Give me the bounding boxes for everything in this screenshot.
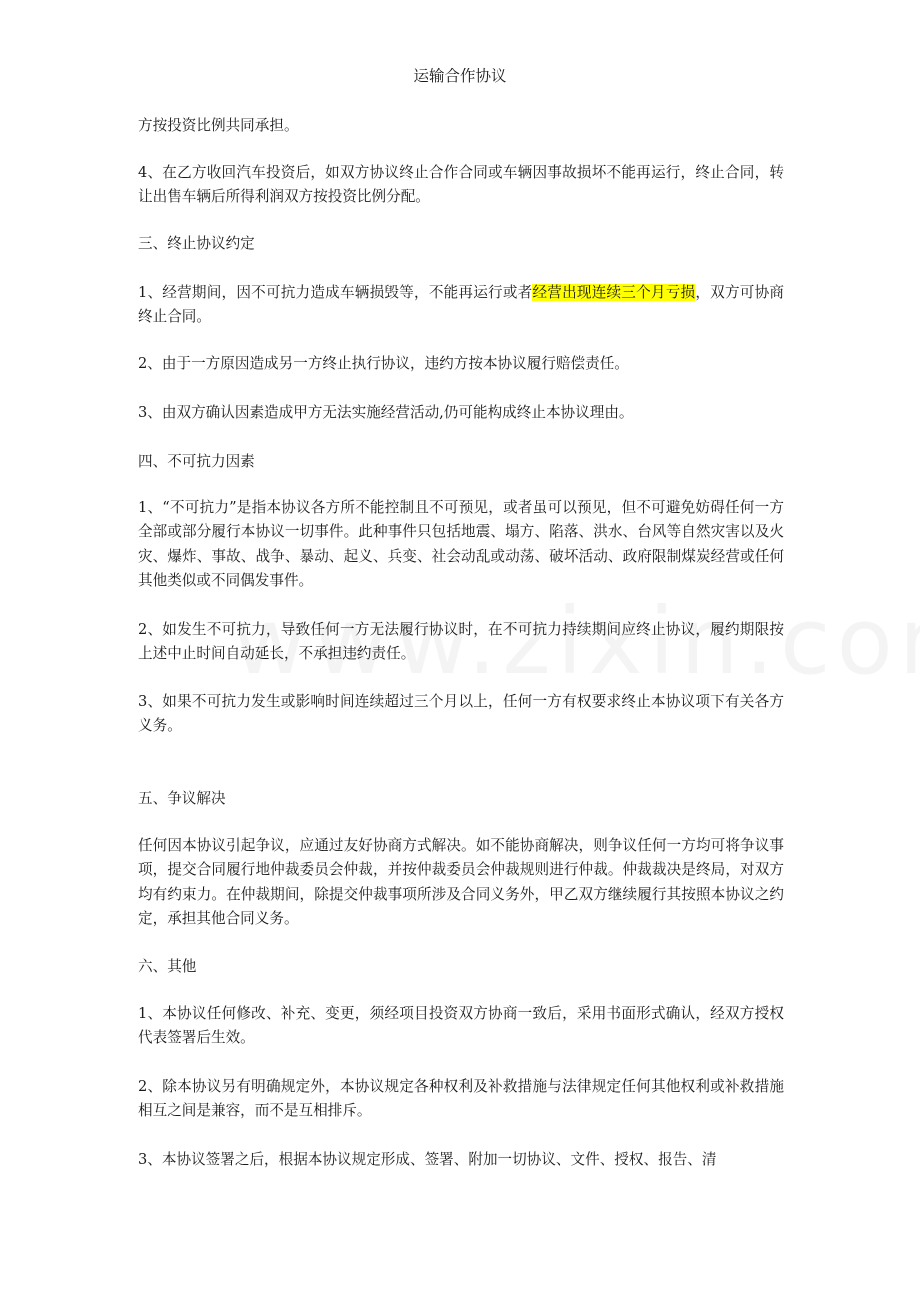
paragraph-dispute-resolution: 任何因本协议引起争议，应通过友好协商方式解决。如不能协商解决，则争议任何一方均可将争议事项，提交合同履行地仲裁委员会仲裁，并按仲裁委员会仲裁规则进行仲裁。仲裁裁决是终局，对双方均有约束力。在仲裁期间，除提交仲裁事项所涉及合同义务外，甲乙双方继续履行其按照本协议之约定，承担其他合同义务。 bbox=[138, 837, 784, 928]
paragraph-clause-6-1: 1、本协议任何修改、补充、变更，须经项目投资双方协商一致后，采用书面形式确认，经双方授权代表签署后生效。 bbox=[138, 1005, 784, 1047]
paragraph-clause-3-2: 2、由于一方原因造成另一方终止执行协议，违约方按本协议履行赔偿责任。 bbox=[138, 355, 629, 372]
section-heading-3: 三、终止协议约定 bbox=[138, 235, 255, 252]
clause-3-1-text-after: ，双方可协商终止合同。 bbox=[138, 284, 784, 326]
paragraph-clause-4-3: 3、如果不可抗力发生或影响时间连续超过三个月以上，任何一方有权要求终止本协议项下有关各方义务。 bbox=[138, 693, 784, 735]
paragraph-clause-4-1: 1、“不可抗力”是指本协议各方所不能控制且不可预见，或者虽可以预见，但不可避免妨碍任何一方全部或部分履行本协议一切事件。此种事件只包括地震、塌方、陷落、洪水、台风等自然灾害以及火灾、爆炸、事故、战争、暴动、起义、兵变、社会动乱或动荡、破坏活动、政府限制煤炭经营或任何其他类似或不同偶发事件。 bbox=[138, 499, 784, 590]
clause-3-1-text-before: 1、经营期间，因不可抗力造成车辆损毁等，不能再运行或者 bbox=[138, 284, 533, 301]
section-heading-5: 五、争议解决 bbox=[138, 790, 226, 807]
paragraph-clause-6-3: 3、本协议签署之后，根据本协议规定形成、签署、附加一切协议、文件、授权、报告、清 bbox=[138, 1151, 717, 1168]
paragraph-clause-3-3: 3、由双方确认因素造成甲方无法实施经营活动,仍可能构成终止本协议理由。 bbox=[138, 404, 634, 421]
paragraph-continued: 方按投资比例共同承担。 bbox=[138, 117, 299, 134]
section-heading-6: 六、其他 bbox=[138, 958, 197, 975]
paragraph-clause-3-1 bbox=[138, 281, 784, 330]
paragraph-clause-2-4: 4、在乙方收回汽车投资后，如双方协议终止合作合同或车辆因事故损坏不能再运行，终止合同，转让出售车辆后所得利润双方按投资比例分配。 bbox=[138, 164, 784, 206]
paragraph-clause-4-2: 2、如发生不可抗力，导致任何一方无法履行协议时，在不可抗力持续期间应终止协议，履约期限按上述中止时间自动延长，不承担违约责任。 bbox=[138, 621, 784, 663]
section-heading-4: 四、不可抗力因素 bbox=[138, 453, 255, 470]
paragraph-clause-6-2: 2、除本协议另有明确规定外，本协议规定各种权利及补救措施与法律规定任何其他权利或补救措施相互之间是兼容，而不是互相排斥。 bbox=[138, 1078, 784, 1120]
document-title: 运输合作协议 bbox=[413, 67, 507, 85]
highlighted-text: 经营出现连续三个月亏损 bbox=[532, 284, 696, 301]
